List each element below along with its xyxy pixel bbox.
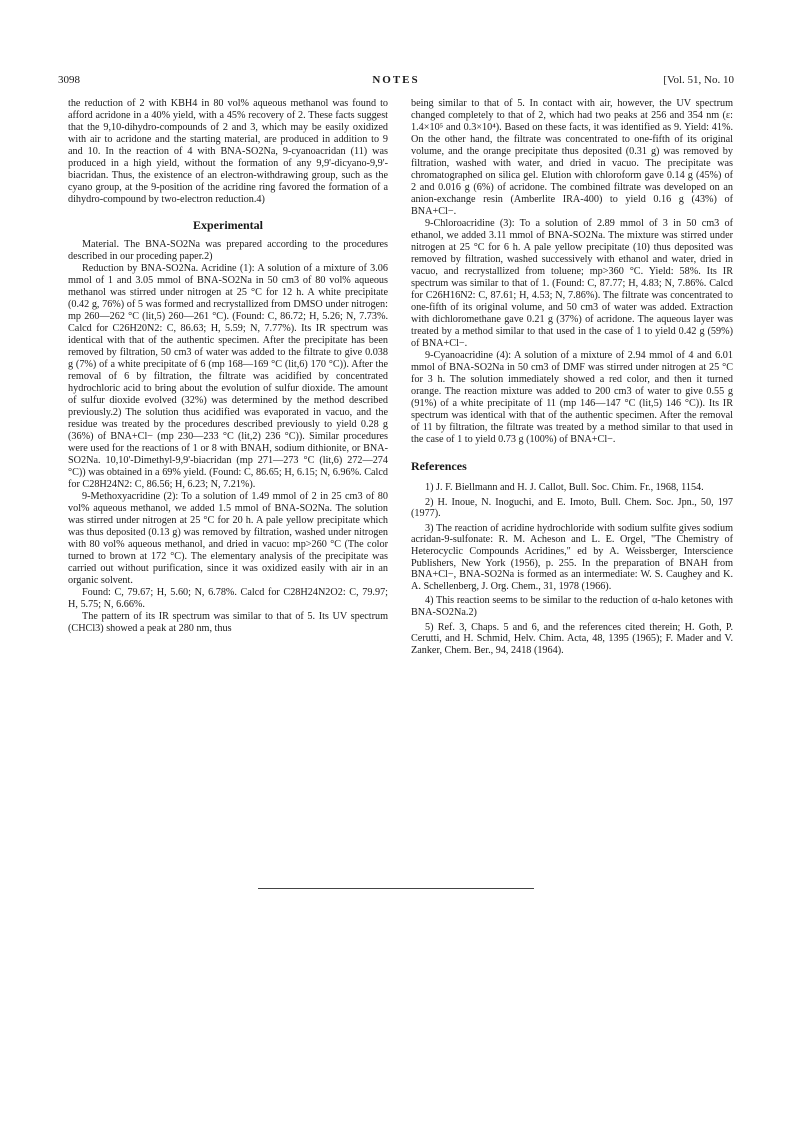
chloro-paragraph: 9-Chloroacridine (3): To a solution of 2.89 mmol of 3 in 50 cm3 of ethanol, we added 3.11 mmol of BNA-SO2Na. The mixture was stirred under nitrogen at 25 °C for 6 h. A pale yellow precipitate (10) thus deposited was removed by filtration, washed successively with ethanol and water, dried in vacuo, and recrystallized from toluene; mp>360 °C. Yield: 58%. Its IR spectrum was similar to that of 1. (Found: C, 87.77; H, 4.83; N, 7.86%. Calcd for C26H16N2: C, 87.61; H, 4.53; N, 7.86%). The filtrate was concentrated to one-fifth of its original volume, and 50 cm3 of water was added. Extraction with dichloromethane gave 0.21 g (37%) of acridone. The aqueous layer was treated by a method similar to that used in the case of 1 to yield 0.42 g (59%) of BNA+Cl−. <box>411 218 733 349</box>
reference-item: 3) The reaction of acridine hydrochloride with sodium sulfite gives sodium acridan-9-sulfonate: R. M. Acheson and L. E. Orgel, "The Chemistry of Heterocyclic Compounds Acridines," ed by A. Weissberger, Interscience Publishers, New York (1956), p. 255. In the preparation of BNAH from BNA+Cl−, BNA-SO2Na is formed as an intermediate: W. S. Caughey and K. A. Schellenberg, J. Org. Chem., 31, 1978 (1966). <box>411 522 733 592</box>
page-number: 3098 <box>58 74 80 86</box>
intro-paragraph: the reduction of 2 with KBH4 in 80 vol% aqueous methanol was found to afford acridone in a 40% yield, with a 45% recovery of 2. These facts suggest that the 9,10-dihydro-compounds of 2 and 3, which may be easily oxidized with air to acridone and the starting material, are produced in addition to 9 and 10. In the reaction of 4 with BNA-SO2Na, 9-cyanoacridan (11) was produced in a high yield, without the formation of any 9,9'-dicyano-9,9'-biacridan. Thus, the existence of an electron-withdrawing group, such as the cyano group, at the 9-position of the acridine ring favored the formation of a dihydro-compound by two-electron reduction.4) <box>68 98 388 205</box>
references-heading: References <box>411 459 467 473</box>
reference-item: 2) H. Inoue, N. Inoguchi, and E. Imoto, Bull. Chem. Soc. Jpn., 50, 197 (1977). <box>411 496 733 520</box>
volume-info: [Vol. 51, No. 10 <box>663 74 734 86</box>
material-paragraph: Material. The BNA-SO2Na was prepared according to the procedures described in our proceding paper.2) <box>68 239 388 262</box>
reference-item: 1) J. F. Biellmann and H. J. Callot, Bull. Soc. Chim. Fr., 1968, 1154. <box>425 482 704 493</box>
experimental-heading: Experimental <box>193 218 263 232</box>
end-rule <box>258 888 534 889</box>
reduction-paragraph: Reduction by BNA-SO2Na. Acridine (1): A solution of a mixture of 3.06 mmol of 1 and 3.05 mmol of BNA-SO2Na in 50 cm3 of 80 vol% aqueous methanol was stirred under nitrogen at 25 °C for 12 h. A white precipitate (0.42 g, 76%) of 5 was formed and recrystallized from DMSO under nitrogen: mp 260—262 °C (lit,5) 260—261 °C). (Found: C, 86.72; H, 5.26; N, 7.73%. Calcd for C26H20N2: C, 86.63; H, 5.59; N, 7.77%). Its IR spectrum was identical with that of the authentic specimen. After the precipitate has been removed by filtration, 50 cm3 of water was added to the filtrate to give 0.038 g (7%) of a white precipitate of 6 (mp 168—169 °C (lit,6) 170 °C)). After the removal of 6 by filtration, the filtrate was acidified by concentrated hydrochloric acid to bring about the evolution of sulfur dioxide. The amount of sulfur dioxide evolved (32%) was determined by the method described previously.2) The solution thus acidified was evaporated in vacuo, and the residue was treated by the procedures described previously to yield 0.28 g (36%) of BNA+Cl− (mp 230—233 °C (lit,2) 236 °C)). Similar procedures were used for the reactions of 1 or 8 with BNAH, sodium dithionite, or BNA-SO2Na. 10,10'-Dimethyl-9,9'-biacridan (mp 271—273 °C (lit,6) 272—274 °C)) was obtained in a 69% yield. (Found: C, 86.65; H, 6.15; N, 6.96%. Calcd for C28H24N2: C, 86.56; H, 6.23; N, 7.21%). <box>68 263 388 490</box>
section-title: NOTES <box>372 74 420 86</box>
reference-item: 4) This reaction seems to be similar to the reduction of α-halo ketones with BNA-SO2Na.2) <box>411 595 733 618</box>
left-column <box>68 98 388 635</box>
right-column <box>411 98 733 659</box>
methoxy-paragraph: 9-Methoxyacridine (2): To a solution of 1.49 mmol of 2 in 25 cm3 of 80 vol% aqueous methanol, we added 1.5 mmol of BNA-SO2Na. The solution was stirred under nitrogen at 25 °C for 20 h. A pale yellow precipitate which was thus deposited (0.13 g) was removed by filtration, washed under nitrogen with 80 vol% aqueous methanol, and dried in vacuo: mp>260 °C (The color turned to brown at 172 °C). The elementary analysis of the precipitate was carried out without purification, since it was oxidized easily with air in an organic solvent. <box>68 491 388 586</box>
cyano-paragraph: 9-Cyanoacridine (4): A solution of a mixture of 2.94 mmol of 4 and 6.01 mmol of BNA-SO2Na in 50 cm3 of DMF was stirred under nitrogen at 25 °C for 3 h. The solution immediately showed a red color, and then it turned orange. The reaction mixture was added to 200 cm3 of water to give 0.55 g (91%) of a white precipitate of 11 (mp 146—147 °C (lit,5) 146 °C)). Its IR spectrum was identical with that of the authentic specimen. After the removal of 11 by filtration, the filtrate was treated by a method similar to that used in the case of 1 to yield 0.73 g (100%) of BNA+Cl−. <box>411 350 733 445</box>
pattern-paragraph: The pattern of its IR spectrum was similar to that of 5. Its UV spectrum (CHCl3) showed a peak at 280 nm, thus <box>68 611 388 634</box>
found-paragraph: Found: C, 79.67; H, 5.60; N, 6.78%. Calcd for C28H24N2O2: C, 79.97; H, 5.75; N, 6.66%. <box>68 587 388 610</box>
continuation-paragraph: being similar to that of 5. In contact with air, however, the UV spectrum changed completely to that of 2, which had two peaks at 256 and 354 nm (ε: 1.4×10⁵ and 0.3×10⁴). Based on these facts, it was identified as 9. Yield: 41%. On the other hand, the filtrate was concentrated to one-fifth of its original volume, and the orange precipitate thus deposited (0.31 g) was removed by filtration, washed with water, and dried in vacuo. The precipitate was chromatographed on silica gel. Elution with chloroform gave 0.14 g (45%) of 2 and 0.016 g (6%) of acridone. The combined filtrate was developed on an anion-exchange resin (Amberlite IRA-400) to yield 0.16 g (43%) of BNA+Cl−. <box>411 98 733 217</box>
reference-item: 5) Ref. 3, Chaps. 5 and 6, and the references cited therein; H. Goth, P. Cerutti, and H. Schmid, Helv. Chim. Acta, 48, 1395 (1965); F. Mader and V. Zanker, Chem. Ber., 94, 2418 (1964). <box>411 621 733 656</box>
page-header <box>58 74 734 90</box>
references-list <box>411 482 733 656</box>
